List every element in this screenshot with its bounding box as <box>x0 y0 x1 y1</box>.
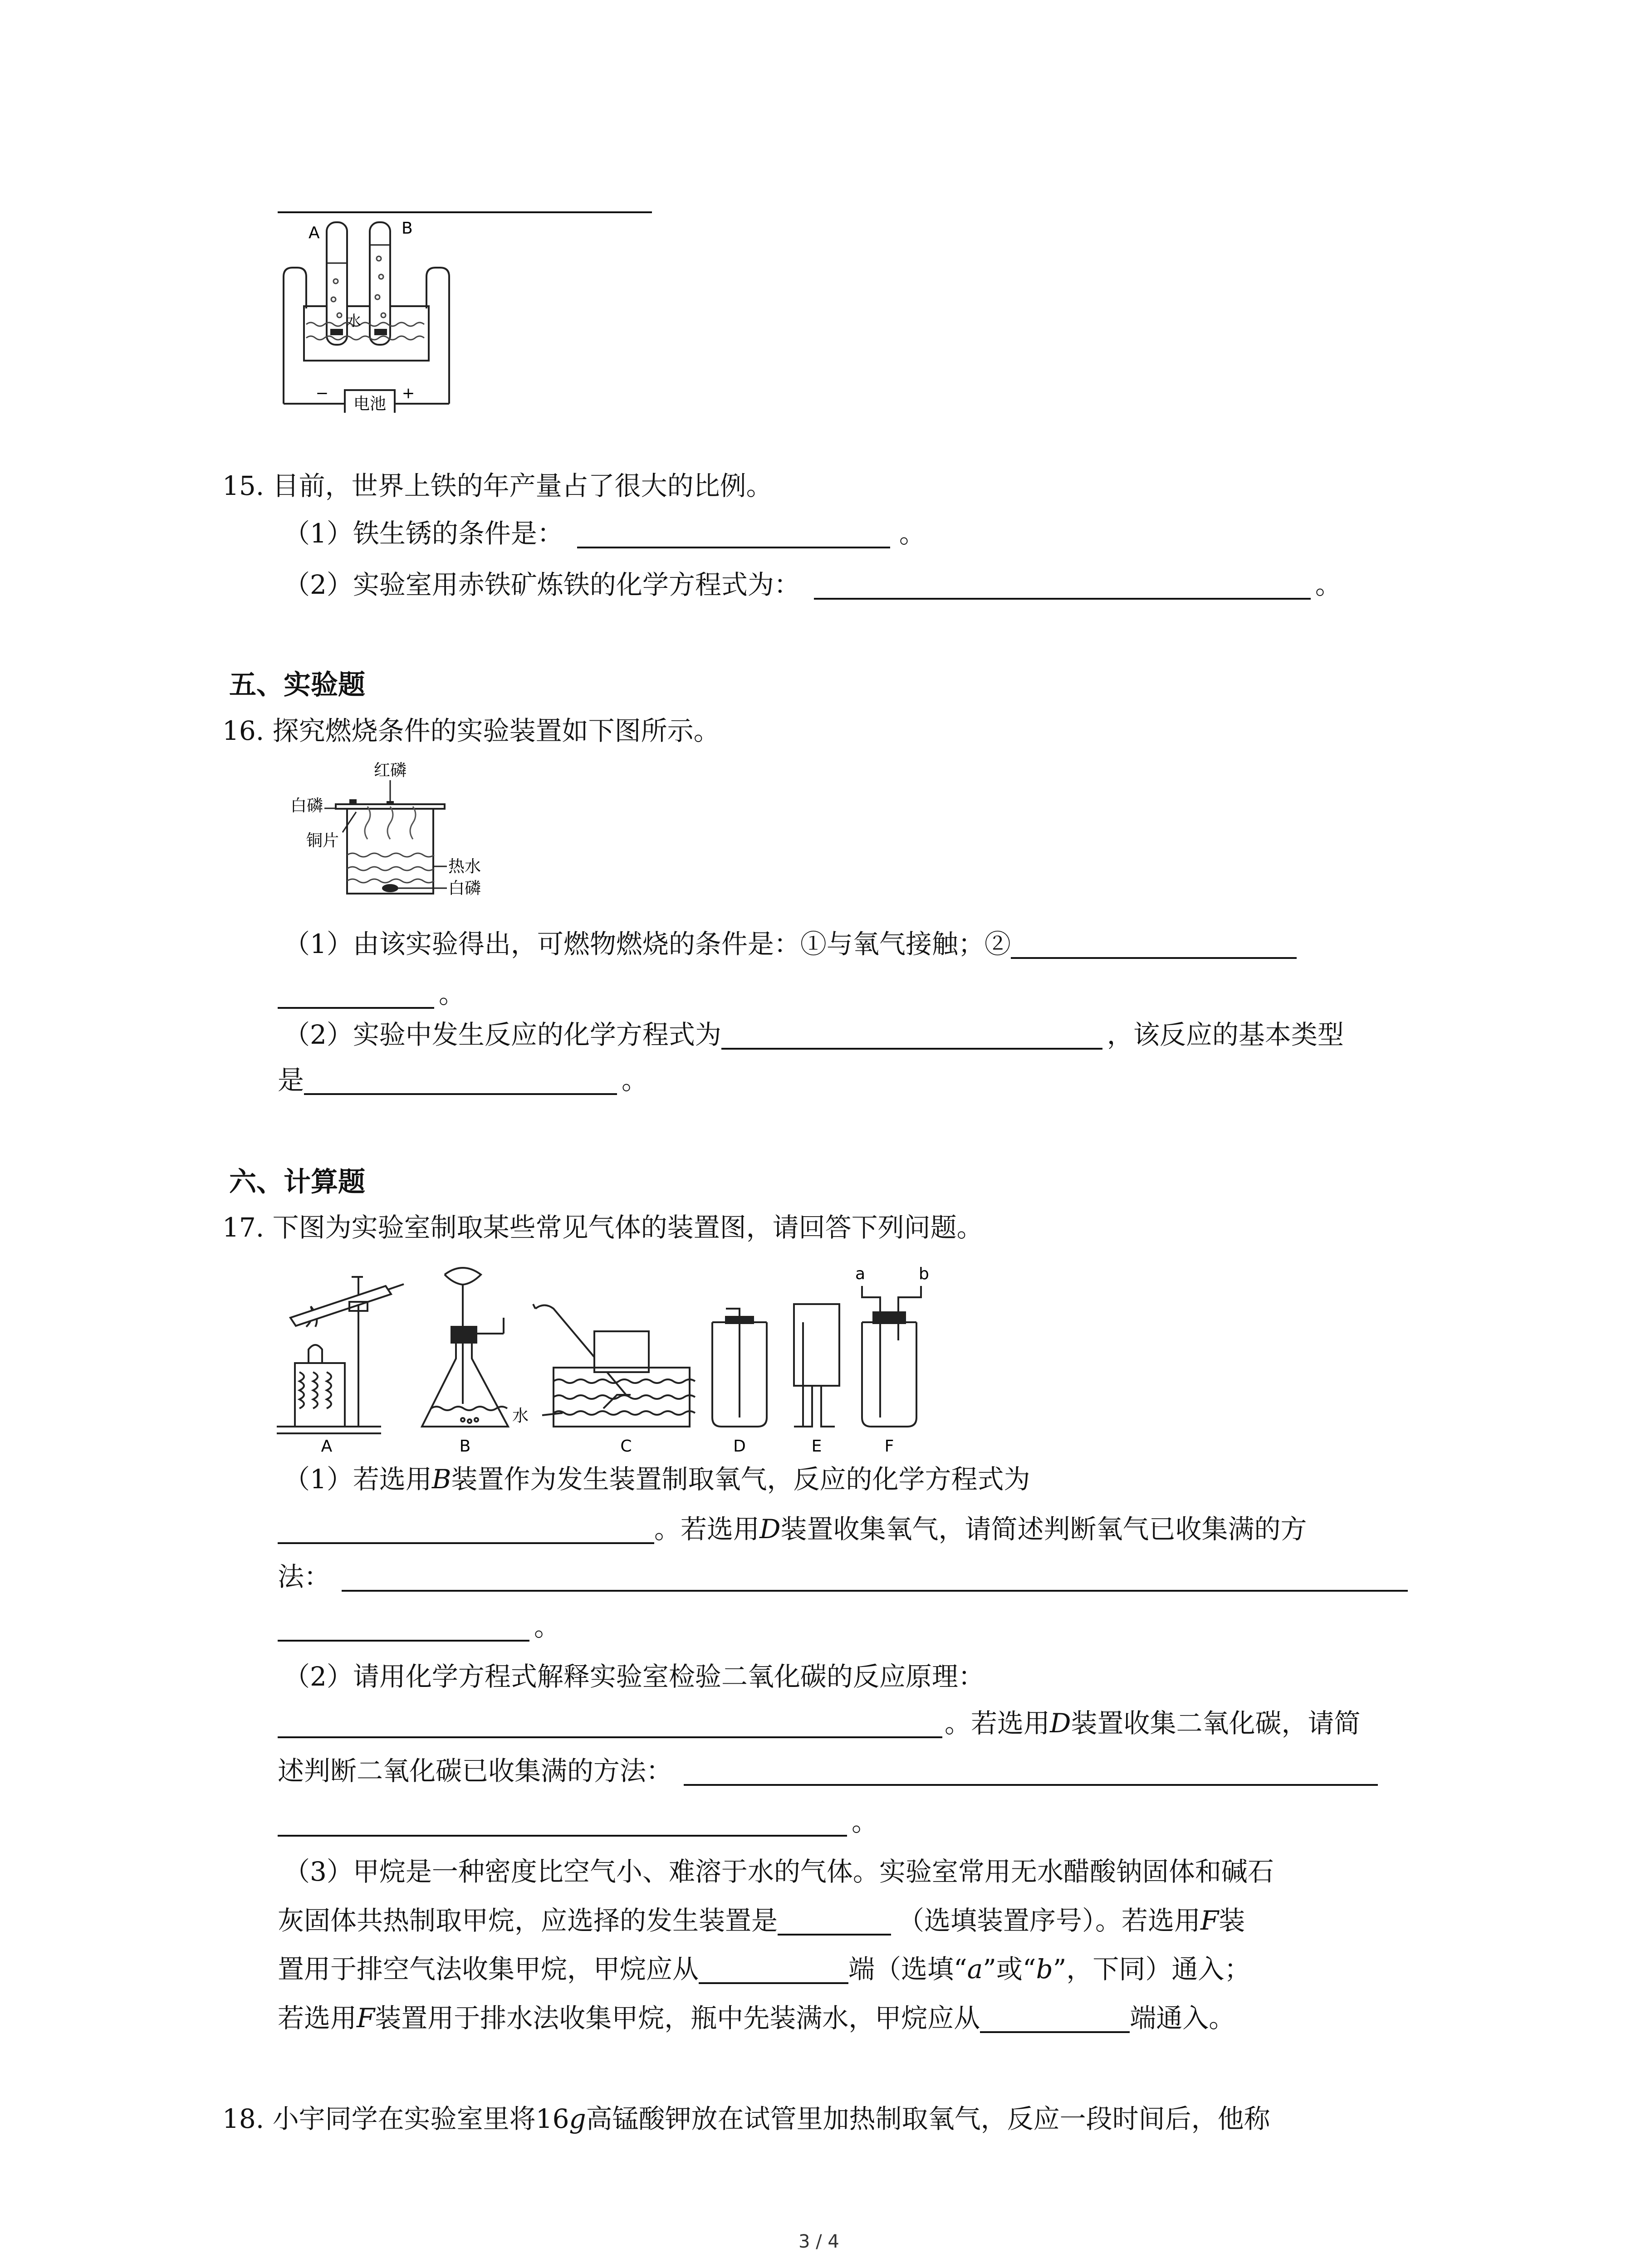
section-5-title: 五、实验题 <box>229 669 365 701</box>
apparatus-f <box>862 1286 921 1427</box>
q17-part3-text-n: 装置用于排水法收集甲烷，瓶中先装满水，甲烷应从 <box>375 2003 980 2033</box>
q17-part3-line4 <box>278 2004 1235 2033</box>
q17-part1-end: 。 <box>534 1611 561 1642</box>
electrolysis-apparatus-figure <box>272 213 463 413</box>
q15-part2-end: 。 <box>1315 569 1342 600</box>
label-a: A <box>321 1437 333 1454</box>
q17-part3-text-o: 端通入。 <box>1130 2003 1235 2033</box>
apparatus-e <box>794 1304 839 1427</box>
port-b-label: b <box>919 1265 929 1283</box>
red-phosphorus-label: 红磷 <box>373 761 407 780</box>
copper-plate-label: 铜片 <box>306 831 339 850</box>
q17-part2-line3 <box>278 1757 1378 1786</box>
q16-part2-text-2: ，该反应的基本类型 <box>1107 1019 1344 1050</box>
port-a-label: a <box>855 1265 866 1283</box>
q17-part2-line4 <box>278 1808 878 1837</box>
q17-part1-text-f: 装置收集氧气，请简述判断氧气已收集满的方 <box>780 1514 1307 1545</box>
combustion-experiment-figure <box>281 758 517 907</box>
q16-part2-cont <box>278 1066 648 1095</box>
apparatus-b <box>422 1268 508 1427</box>
q17-part3-text-m: F <box>357 2003 375 2033</box>
q17-part1-line4 <box>278 1613 560 1642</box>
answer-blank[interactable] <box>814 575 1311 600</box>
section-6-title: 六、计算题 <box>229 1166 365 1198</box>
hot-water-label: 热水 <box>448 857 481 876</box>
q15-stem: 15. 目前，世界上铁的年产量占了很大的比例。 <box>222 470 773 501</box>
q17-part1-text-d: 。若选用 <box>654 1514 760 1545</box>
answer-blank[interactable] <box>684 1761 1378 1786</box>
q18-text-a: 18. 小宇同学在实验室里将 <box>222 2103 536 2134</box>
q17-part2-line2 <box>278 1709 1361 1738</box>
q17-part3-text-l: 若选用 <box>278 2003 357 2033</box>
q17-stem: 17. 下图为实验室制取某些常见气体的装置图，请回答下列问题。 <box>222 1212 983 1243</box>
q17-part1-text-b: B <box>431 1464 451 1495</box>
answer-blank[interactable] <box>342 1567 1408 1592</box>
q17-part1-line3 <box>278 1563 1408 1592</box>
page-number: 3 / 4 <box>798 2231 839 2252</box>
answer-blank[interactable] <box>980 2009 1130 2033</box>
q17-part1-text-e: D <box>759 1514 781 1545</box>
q17-part3-text-b: 灰固体共热制取甲烷，应选择的发生装置是 <box>278 1905 778 1936</box>
q17-part2-line1: （2）请用化学方程式解释实验室检验二氧化碳的反应原理： <box>284 1661 985 1692</box>
label-c: C <box>620 1437 632 1454</box>
q15-part2-text: （2）实验室用赤铁矿炼铁的化学方程式为： <box>284 569 800 600</box>
q18-text-c: g <box>569 2103 586 2134</box>
q17-part3-text-k: ”，下同）通入； <box>1053 1954 1251 1984</box>
answer-blank[interactable] <box>1011 934 1297 959</box>
q17-part1-text-c: 装置作为发生装置制取氧气，反应的化学方程式为 <box>451 1464 1030 1495</box>
answer-blank[interactable] <box>278 1812 847 1837</box>
q17-part2-end: 。 <box>852 1806 878 1837</box>
q16-part2-text-3: 是 <box>278 1065 304 1095</box>
q18-text-d: 高锰酸钾放在试管里加热制取氧气，反应一段时间后，他称 <box>586 2103 1270 2134</box>
q16-stem: 16. 探究燃烧条件的实验装置如下图所示。 <box>222 715 720 746</box>
water-label: 水 <box>512 1407 529 1425</box>
tube-b-label: B <box>402 219 413 238</box>
answer-blank[interactable] <box>278 1520 654 1544</box>
battery-label: 电池 <box>353 395 387 413</box>
q17-part2-text-e: 述判断二氧化碳已收集满的方法： <box>278 1755 673 1786</box>
q17-part1-text-g: 法： <box>278 1561 331 1592</box>
q17-part3-text-c: （选填装置序号）。若选用 <box>898 1905 1201 1936</box>
q15-part1 <box>284 519 926 548</box>
q16-part1-cont <box>278 980 465 1009</box>
q17-part3-text-d: F <box>1200 1905 1219 1936</box>
q16-part1 <box>284 930 1297 959</box>
q17-part3-text-i: ”或“ <box>983 1954 1036 1984</box>
apparatus-a <box>277 1277 404 1433</box>
water-label: 水 <box>346 312 362 329</box>
q17-part1-text-a: （1）若选用 <box>284 1464 432 1495</box>
q17-part2-text-b: 。若选用 <box>945 1708 1050 1739</box>
q17-part2-text-c: D <box>1050 1708 1071 1739</box>
answer-blank[interactable] <box>278 1617 529 1642</box>
q16-part2-end: 。 <box>622 1065 648 1095</box>
label-f: F <box>884 1437 894 1454</box>
q17-part3-text-e: 装 <box>1219 1905 1245 1936</box>
minus-label: − <box>315 384 329 402</box>
apparatus-c <box>533 1304 695 1427</box>
q17-part2-text-d: 装置收集二氧化碳，请简 <box>1071 1708 1361 1739</box>
white-phosphorus-top-label: 白磷 <box>290 797 323 815</box>
q17-part3-line3 <box>278 1955 1250 1984</box>
answer-blank[interactable] <box>778 1911 891 1936</box>
label-e: E <box>811 1437 822 1454</box>
q16-part2 <box>284 1021 1344 1050</box>
q17-part3-line2 <box>278 1906 1245 1936</box>
tube-a-label: A <box>309 224 320 242</box>
q17-part3-text-f: 置用于排空气法收集甲烷，甲烷应从 <box>278 1954 699 1984</box>
white-phosphorus-bottom-label: 白磷 <box>448 879 481 898</box>
q15-part1-text: （1）铁生锈的条件是： <box>284 518 563 549</box>
q17-part1-line2 <box>278 1515 1307 1544</box>
label-b: B <box>459 1437 471 1454</box>
q15-part1-end: 。 <box>899 518 926 549</box>
q16-part1-text: （1）由该实验得出，可燃物燃烧的条件是：①与氧气接触；② <box>284 929 1011 959</box>
q17-part1-line1 <box>284 1465 1030 1494</box>
answer-blank[interactable] <box>278 984 434 1009</box>
answer-blank[interactable] <box>304 1070 617 1095</box>
label-d: D <box>733 1437 746 1454</box>
plus-label: + <box>402 384 415 402</box>
answer-blank[interactable] <box>699 1960 848 1984</box>
q17-part3-text-j: b <box>1036 1954 1053 1984</box>
apparatus-d <box>712 1309 767 1427</box>
q17-part3-line1: （3）甲烷是一种密度比空气小、难溶于水的气体。实验室常用无水醋酸钠固体和碱石 <box>284 1856 1274 1887</box>
q18-text-b: 16 <box>535 2103 569 2134</box>
answer-blank[interactable] <box>577 524 890 548</box>
q15-part2 <box>284 571 1342 600</box>
answer-blank[interactable] <box>721 1025 1102 1050</box>
gas-apparatus-figure <box>272 1259 971 1454</box>
q17-part3-text-g: 端（选填“ <box>848 1954 967 1984</box>
answer-blank[interactable] <box>278 1714 942 1738</box>
q18-stem <box>222 2105 1270 2134</box>
q17-part3-text-h: a <box>967 1954 983 1984</box>
q16-part1-end: 。 <box>439 978 465 1009</box>
q16-part2-text: （2）实验中发生反应的化学方程式为 <box>284 1019 721 1050</box>
